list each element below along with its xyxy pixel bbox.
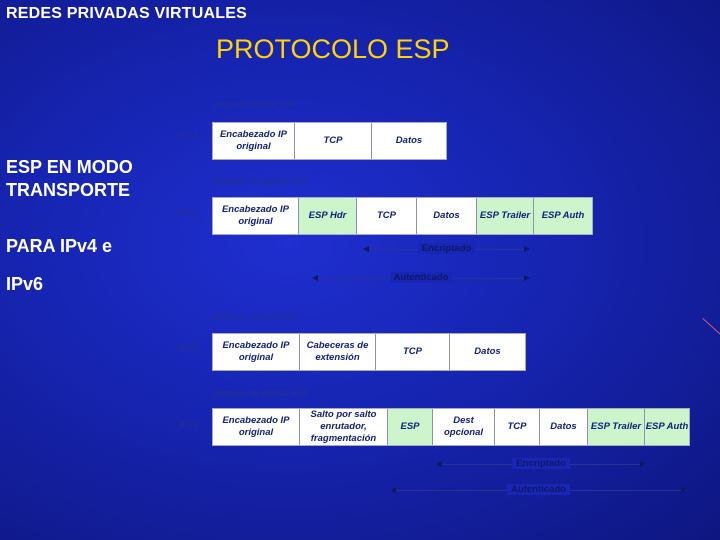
- ipv6-encrypted-label: Encriptado: [512, 458, 570, 469]
- packet-cell-dest-optional: Dest opcional: [433, 409, 495, 445]
- packet-cell-original-ip-header: Encabezado IP original: [213, 334, 300, 370]
- packet-cell-tcp: TCP: [357, 198, 417, 234]
- packet-cell-data: Datos: [450, 334, 525, 370]
- ipv4-after-caption: después de aplicar ESP: [213, 176, 310, 186]
- ipv6-authenticated-span: [390, 484, 687, 496]
- ipv6-before-row-label: IPv6: [178, 343, 199, 354]
- packet-cell-esp-trailer: ESP Trailer: [588, 409, 645, 445]
- packet-cell-esp-auth: ESP Auth: [534, 198, 592, 234]
- side-text-line4: IPv6: [6, 274, 44, 294]
- header-title: REDES PRIVADAS VIRTUALES: [6, 5, 247, 22]
- ipv4-encrypted-span: [363, 243, 530, 255]
- packet-cell-original-ip-header: Encabezado IP original: [213, 409, 300, 445]
- packet-cell-original-ip-header: Encabezado IP original: [213, 198, 299, 234]
- ipv4-authenticated-label: Autenticado: [390, 272, 453, 283]
- ipv6-after-caption: después de aplicar ESP: [213, 388, 310, 398]
- ipv4-before-packet: [212, 122, 447, 160]
- ipv6-before-packet: [212, 333, 526, 371]
- packet-cell-hop-by-hop: Salto por salto enrutador, fragmentación: [300, 409, 388, 445]
- packet-cell-data: Datos: [540, 409, 588, 445]
- side-text-line1: ESP EN MODO: [6, 157, 133, 177]
- side-text-line2: TRANSPORTE: [6, 180, 131, 200]
- ipv6-before-caption: antes de aplicar ESP: [213, 312, 298, 322]
- ipv6-authenticated-label: Autenticado: [507, 484, 570, 495]
- packet-cell-esp-trailer: ESP Trailer: [477, 198, 534, 234]
- ipv4-authenticated-span: [312, 272, 530, 284]
- packet-cell-esp-auth: ESP Auth: [645, 409, 689, 445]
- packet-cell-tcp: TCP: [376, 334, 450, 370]
- ipv6-after-packet: [212, 408, 690, 446]
- ipv6-encrypted-span: [436, 458, 646, 470]
- packet-cell-tcp: TCP: [295, 123, 372, 159]
- decorative-stroke: [702, 318, 720, 336]
- packet-cell-tcp: TCP: [495, 409, 540, 445]
- slide-title: PROTOCOLO ESP: [216, 34, 450, 64]
- ipv6-after-row-label: IPv6: [178, 420, 199, 431]
- ipv4-before-row-label: IPv4: [178, 131, 199, 142]
- packet-cell-extension-headers: Cabeceras de extensión: [300, 334, 376, 370]
- ipv4-after-row-label: IPv4: [178, 208, 199, 219]
- ipv4-before-caption: antes de aplicar ESP: [213, 99, 298, 109]
- packet-cell-esp: ESP: [388, 409, 433, 445]
- packet-cell-data: Datos: [417, 198, 477, 234]
- packet-cell-data: Datos: [372, 123, 446, 159]
- ipv4-after-packet: [212, 197, 593, 235]
- side-text-line3: PARA IPv4 e: [6, 236, 113, 256]
- packet-cell-original-ip-header: Encabezado IP original: [213, 123, 295, 159]
- ipv4-encrypted-label: Encriptado: [418, 243, 476, 254]
- packet-cell-esp-header: ESP Hdr: [299, 198, 357, 234]
